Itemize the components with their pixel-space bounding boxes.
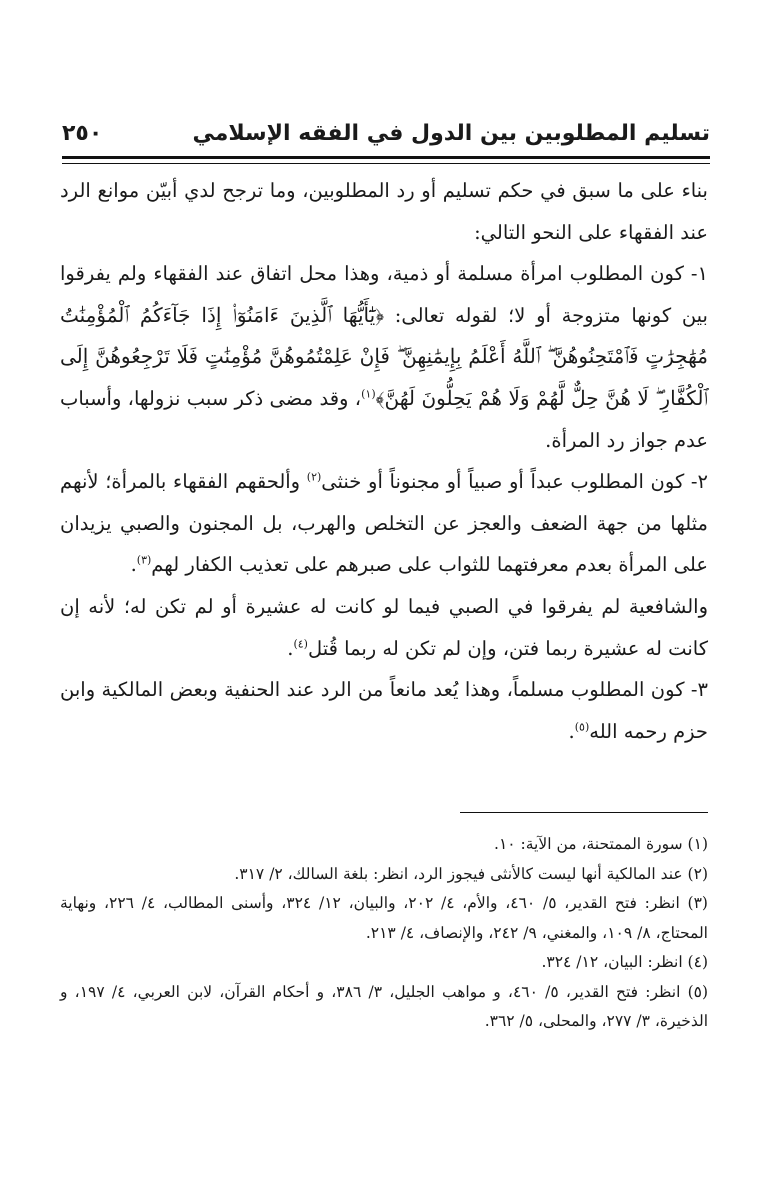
page-number: ٢٥٠ <box>62 121 103 146</box>
paragraph-1-end: ، وقد مضى ذكر سبب نزولها، وأسباب عدم جواز رد المرأة. <box>60 386 708 452</box>
paragraph-2-a: ٢- كون المطلوب عبداً أو صبياً أو مجنوناً أو خنثى <box>321 470 708 494</box>
footnote-ref-1: (١) <box>361 387 376 401</box>
intro-paragraph: بناء على ما سبق في حكم تسليم أو رد المطلوبين، وما ترجح لدي أبيّن موانع الرد عند الفقهاء على النحو التالي: <box>60 179 708 244</box>
footnote-separator <box>460 812 708 813</box>
paragraph-2 <box>60 461 708 586</box>
footnotes <box>60 830 708 1037</box>
paragraph-3-a: والشافعية لم يفرقوا في الصبي فيما لو كانت له عشيرة أو لم تكن له؛ لأنه إن كانت له عشيرة ربما فتن، وإن لم تكن له ربما قُتل <box>60 594 708 660</box>
footnote-3: (٣) انظر: فتح القدير، ٥/ ٤٦٠، والأم، ٤/ ٢٠٢، والبيان، ١٢/ ٣٢٤، وأسنى المطالب، ٤/ ٢٢٦، ونهاية المحتاج، ٨/ ١٠٩، والمغني، ٩/ ٢٤٢، والإنصاف، ٤/ ٢١٣. <box>60 894 708 942</box>
paragraph-2-c: . <box>130 553 137 577</box>
paragraph-4-a: ٣- كون المطلوب مسلماً، وهذا يُعد مانعاً من الرد عند الحنفية وبعض المالكية وابن حزم رحمه الله <box>60 678 708 743</box>
paragraph-4 <box>60 669 708 752</box>
main-text <box>60 170 708 752</box>
paragraph-1 <box>60 253 708 461</box>
footnote-ref-4: (٤) <box>293 637 308 651</box>
paragraph-1-start: ١- كون المطلوب امرأة مسلمة أو ذمية، وهذا محل اتفاق عند الفقهاء ولم يفرقوا بين كونها متزوجة أو لا؛ لقوله تعالى: <box>60 262 708 327</box>
footnote-5: (٥) انظر: فتح القدير، ٥/ ٤٦٠، و مواهب الجليل، ٣/ ٣٨٦، و أحكام القرآن، لابن العربي، ٤/ ١٩٧، و الذخيرة، ٣/ ٢٧٧، والمحلى، ٥/ ٣٦٢. <box>60 982 709 1030</box>
footnote-ref-5: (٥) <box>574 720 590 734</box>
paragraph-4-b: . <box>568 719 575 743</box>
running-header <box>62 118 710 154</box>
footnote-ref-3: (٣) <box>136 553 152 567</box>
running-title: تسليم المطلوبين بين الدول في الفقه الإسلامي <box>192 121 710 146</box>
quran-verse: ﴿يَٰٓأَيُّهَا ٱلَّذِينَ ءَامَنُوٓا۟ إِذَا جَآءَكُمُ ٱلْمُؤْمِنَٰتُ مُهَٰجِرَٰتٍ فَٱمْتَحِنُوهُنَّ ۖ ٱللَّهُ أَعْلَمُ بِإِيمَٰنِهِنَّ ۖ فَإِنْ عَلِمْتُمُوهُنَّ مُؤْمِنَٰتٍ فَلَا تَرْجِعُوهُنَّ إِلَى ٱلْكُفَّارِ ۖ لَا هُنَّ حِلٌّ لَّهُمْ وَلَا هُمْ يَحِلُّونَ لَهُنَّ﴾ <box>60 302 708 410</box>
footnote-1: (١) سورة الممتحنة، من الآية: ١٠. <box>494 835 708 853</box>
footnote-ref-2: (٢) <box>306 470 322 484</box>
paragraph-3-b: . <box>287 636 294 660</box>
footnote-4: (٤) انظر: البيان، ١٢/ ٣٢٤. <box>541 953 708 971</box>
footnote-2: (٢) عند المالكية أنها ليست كالأنثى فيجوز الرد، انظر: بلغة السالك، ٢/ ٣١٧. <box>234 864 708 883</box>
paragraph-3 <box>60 586 708 669</box>
header-rule <box>62 156 710 164</box>
paragraph-2-b: وألحقهم الفقهاء بالمرأة؛ لأنهم مثلها من جهة الضعف والعجز عن التخلص والهرب، بل المجنون والصبي يزيدان على المرأة بعدم معرفتهما للثواب على صبرهم على تعذيب الكفار لهم <box>60 470 708 577</box>
